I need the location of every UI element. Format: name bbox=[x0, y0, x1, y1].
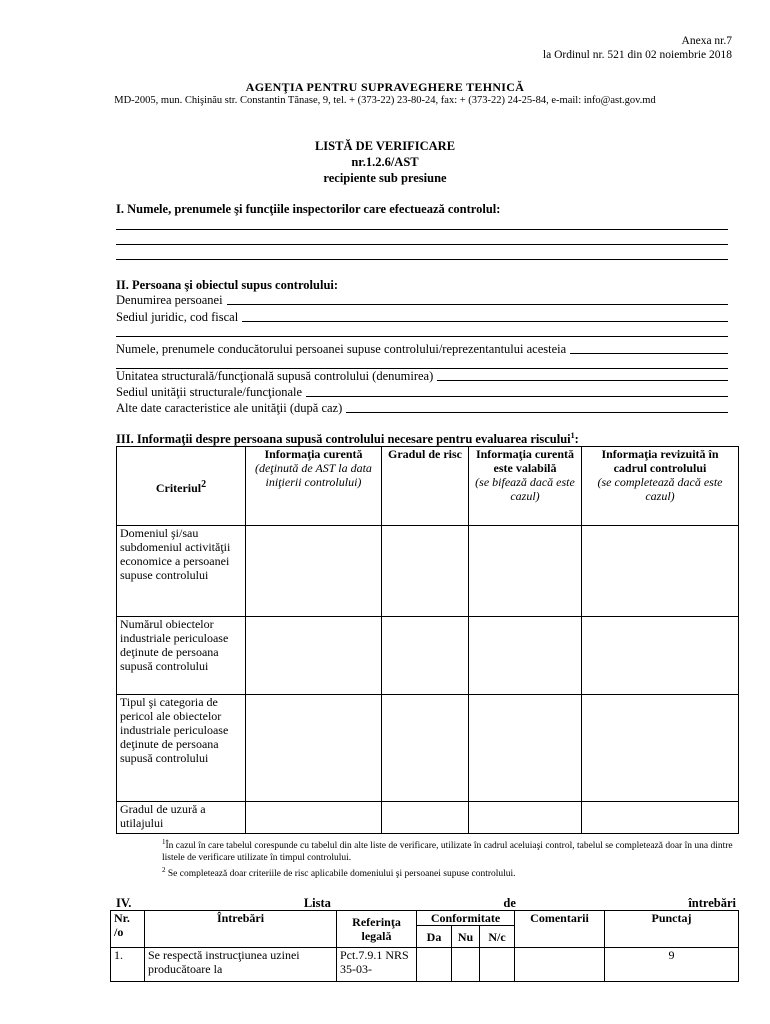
footnote-text: Se completează doar criteriile de risc aplicabile domeniului şi persoanei supuse controlului. bbox=[167, 869, 516, 880]
col-questions: Întrebări bbox=[145, 911, 337, 948]
footnote-ref: 2 bbox=[201, 478, 207, 490]
fill-line[interactable] bbox=[437, 379, 728, 381]
col-revised-info bbox=[582, 447, 739, 526]
blank-line[interactable] bbox=[116, 336, 728, 337]
risk-degree-cell[interactable] bbox=[382, 526, 469, 617]
criterion-cell: Numărul obiectelor industriale periculoase deţinute de persoana supusă controlului bbox=[117, 617, 246, 695]
revised-info-cell[interactable] bbox=[582, 695, 739, 802]
annex-number: Anexa nr.7 bbox=[681, 35, 732, 47]
field-label: Sediul juridic, cod fiscal bbox=[116, 310, 239, 324]
col-subtitle: (deţinută de AST la data iniţierii controlului) bbox=[255, 461, 372, 489]
table-header-row bbox=[111, 911, 739, 926]
revised-info-cell[interactable] bbox=[582, 617, 739, 695]
field-other-data[interactable] bbox=[116, 400, 728, 416]
risk-info-table bbox=[116, 446, 739, 834]
revised-info-cell[interactable] bbox=[582, 802, 739, 834]
risk-degree-cell[interactable] bbox=[382, 695, 469, 802]
nu-checkbox-cell[interactable] bbox=[452, 948, 480, 982]
fill-line[interactable] bbox=[306, 395, 728, 397]
current-info-cell[interactable] bbox=[246, 695, 382, 802]
criterion-cell: Domeniul şi/sau subdomeniul activităţii economice a persoanei supuse controlului bbox=[117, 526, 246, 617]
current-info-cell[interactable] bbox=[246, 526, 382, 617]
field-unit-seat[interactable] bbox=[116, 384, 728, 400]
da-checkbox-cell[interactable] bbox=[417, 948, 452, 982]
col-valid-info bbox=[469, 447, 582, 526]
field-manager-name[interactable] bbox=[116, 341, 728, 357]
current-info-cell[interactable] bbox=[246, 802, 382, 834]
col-title: Gradul de risc bbox=[388, 447, 462, 461]
fill-line[interactable] bbox=[227, 303, 728, 305]
valid-check-cell[interactable] bbox=[469, 617, 582, 695]
table-row bbox=[117, 802, 739, 834]
field-entity-name[interactable] bbox=[116, 292, 728, 308]
footnote-1 bbox=[162, 836, 737, 864]
field-legal-seat[interactable] bbox=[116, 309, 728, 325]
annex-reference bbox=[543, 34, 732, 62]
questions-table bbox=[110, 910, 739, 982]
col-nc: N/c bbox=[480, 926, 515, 948]
valid-check-cell[interactable] bbox=[469, 695, 582, 802]
col-subtitle: (se bifează dacă este cazul) bbox=[475, 475, 575, 503]
fill-line[interactable] bbox=[346, 411, 728, 413]
col-current-info bbox=[246, 447, 382, 526]
document-title bbox=[0, 138, 770, 186]
col-criterion bbox=[117, 447, 246, 526]
title-line-1: LISTĂ DE VERIFICARE bbox=[314, 139, 456, 153]
col-nr: Nr. /o bbox=[111, 911, 145, 948]
heading-word: IV. bbox=[116, 896, 132, 910]
col-da: Da bbox=[417, 926, 452, 948]
col-title: Informaţia curentă este valabilă bbox=[475, 447, 575, 475]
legal-ref: Pct.7.9.1 NRS 35-03- bbox=[337, 948, 417, 982]
field-label: Alte date caracteristice ale unităţii (după caz) bbox=[116, 401, 343, 415]
field-label: Sediul unităţii structurale/funcţionale bbox=[116, 385, 303, 399]
col-title: Criteriul bbox=[155, 480, 202, 495]
score-cell: 9 bbox=[605, 948, 739, 982]
heading-word: Lista bbox=[303, 896, 331, 910]
section-3-heading-text: III. Informaţii despre persoana supusă controlului necesare pentru evaluarea riscului bbox=[116, 432, 571, 447]
table-row bbox=[117, 617, 739, 695]
field-label: Unitatea structurală/funcţională supusă controlului (denumirea) bbox=[116, 369, 434, 383]
col-score: Punctaj bbox=[605, 911, 739, 948]
section-4-heading bbox=[116, 896, 736, 911]
col-subtitle: (se completează dacă este cazul) bbox=[597, 475, 723, 503]
title-line-2: nr.1.2.6/AST bbox=[351, 155, 419, 169]
footnote-2 bbox=[162, 864, 737, 880]
inspector-line-2[interactable] bbox=[116, 244, 728, 245]
table-row bbox=[117, 526, 739, 617]
comments-cell[interactable] bbox=[515, 948, 605, 982]
section-3-heading bbox=[116, 431, 579, 447]
question-text: Se respectă instrucţiunea uzinei producătoare la bbox=[145, 948, 337, 982]
valid-check-cell[interactable] bbox=[469, 802, 582, 834]
inspector-line-3[interactable] bbox=[116, 259, 728, 260]
col-title: Informaţia curentă bbox=[264, 447, 363, 461]
col-risk-degree bbox=[382, 447, 469, 526]
heading-word: de bbox=[503, 896, 516, 910]
revised-info-cell[interactable] bbox=[582, 526, 739, 617]
field-label: Denumirea persoanei bbox=[116, 293, 223, 307]
heading-word: întrebări bbox=[688, 896, 736, 910]
risk-degree-cell[interactable] bbox=[382, 617, 469, 695]
agency-address: MD-2005, mun. Chişinău str. Constantin Tănase, 9, tel. + (373-22) 23-80-24, fax: + (373-22) 24-25-84, e-mail: info@ast.gov.md bbox=[114, 95, 656, 106]
col-comments: Comentarii bbox=[515, 911, 605, 948]
footnote-text: În cazul în care tabelul corespunde cu tabelul din alte liste de verificare, utilizate în cadrul aceluiaşi control, tabelul se completează doar în una dintre listele de verificare utilizate în timpul controlului. bbox=[162, 841, 733, 864]
annex-order: la Ordinul nr. 521 din 02 noiembrie 2018 bbox=[542, 49, 732, 61]
field-structural-unit[interactable] bbox=[116, 368, 728, 384]
current-info-cell[interactable] bbox=[246, 617, 382, 695]
valid-check-cell[interactable] bbox=[469, 526, 582, 617]
inspector-line-1[interactable] bbox=[116, 229, 728, 230]
table-row bbox=[117, 695, 739, 802]
row-number: 1. bbox=[111, 948, 145, 982]
nc-checkbox-cell[interactable] bbox=[480, 948, 515, 982]
section-2-heading: II. Persoana şi obiectul supus controlului: bbox=[116, 278, 339, 292]
fill-line[interactable] bbox=[242, 320, 728, 322]
field-label: Numele, prenumele conducătorului persoanei supuse controlului/reprezentantului acesteia bbox=[116, 342, 567, 356]
criterion-cell: Tipul şi categoria de pericol ale obiectelor industriale periculoase deţinute de persoana supusă controlului bbox=[117, 695, 246, 802]
heading-colon: : bbox=[574, 432, 579, 447]
footnote-mark: 1 bbox=[162, 838, 166, 846]
footnote-ref: 1 bbox=[570, 431, 575, 440]
criterion-cell: Gradul de uzură a utilajului bbox=[117, 802, 246, 834]
agency-name: AGENŢIA PENTRU SUPRAVEGHERE TEHNICĂ bbox=[245, 80, 525, 94]
table-header-row bbox=[117, 447, 739, 526]
footnotes bbox=[162, 836, 737, 880]
fill-line[interactable] bbox=[570, 352, 728, 354]
col-legal-ref: Referinţa legală bbox=[337, 911, 417, 948]
col-nu: Nu bbox=[452, 926, 480, 948]
table-row bbox=[111, 948, 739, 982]
section-1-heading: I. Numele, prenumele şi funcţiile inspectorilor care efectuează controlul: bbox=[116, 202, 501, 216]
col-title: Informaţia revizuită în cadrul controlului bbox=[601, 447, 719, 475]
col-conformity: Conformitate bbox=[417, 911, 515, 926]
footnote-mark: 2 bbox=[162, 866, 166, 875]
title-line-3: recipiente sub presiune bbox=[323, 171, 447, 185]
risk-degree-cell[interactable] bbox=[382, 802, 469, 834]
